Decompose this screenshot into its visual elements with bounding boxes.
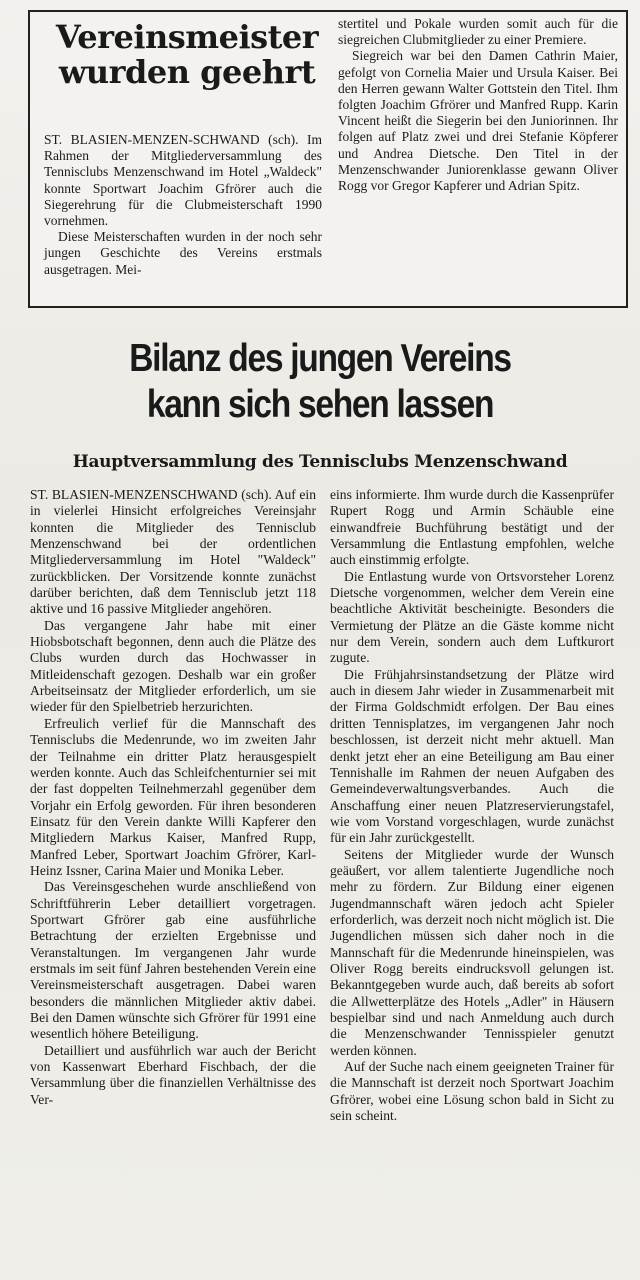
article2-paragraph: Die Frühjahrsinstandsetzung der Plätze wird auch in diesem Jahr wieder in Zusammenarbeit mit der Firma Goldschmidt erfolgen. Der Bau eines dritten Tennisplatzes, im vergangenen Jahr noch beschlossen, ist derzeit nicht mehr aktuell. Man denkt jetzt eher an eine Beteiligung am Bau einer Tennishalle im Rahmen der neuen Aufgaben des Gemeindeverwaltungsverbandes. Auch die Anschaffung einer neuen Platzreservierungstafel, wie vom Vorstand vorgeschlagen, wurde zunächst für ein Jahr zurückgestellt.: [330, 666, 614, 846]
article2-paragraph: Das Vereinsgeschehen wurde anschließend von Schriftführerin Leber detailliert vorgetragen. Sportwart Gfrörer gab eine ausführliche Betrachtung der erzielten Ergebnisse und Veranstaltungen. Im vergangenen Jahr wurde erstmals im seit fünf Jahren bestehenden Verein eine Vereinsmeisterschaft ausgetragen. Dabei waren besonders die männlichen Mitglieder aktiv dabei. Bei den Damen wünschte sich Gfrörer für 1991 eine wesentlich höhere Beteiligung.: [30, 879, 316, 1042]
article1-paragraph: stertitel und Pokale wurden somit auch für die siegreichen Clubmitglieder zu einer Premiere.: [338, 16, 618, 48]
article2-paragraph: Detailliert und ausführlich war auch der Bericht von Kassenwart Eberhard Fischbach, der die Versammlung über die finanziellen Verhältnisse des Ver-: [30, 1042, 316, 1107]
article2-headline-line2: kann sich sehen lassen: [146, 383, 494, 426]
article2-column2: [330, 487, 614, 1124]
article1-paragraph: Siegreich war bei den Damen Cathrin Maier, gefolgt von Cornelia Maier und Ursula Kaiser. Bei den Herren gewann Walter Gottstein den Titel. Ihm folgten Joachim Gfrörer und Manfred Rupp. Karin Vincent heißt die Siegerin bei den Juniorinnen. Ihr folgen auf Platz zwei und drei Stefanie Köpferer und Andrea Dietsche. Den Titel in der Menzenschwander Juniorenklasse gewann Oliver Rogg vor Gregor Kapferer und Adrian Spitz.: [338, 48, 618, 194]
article2-paragraph: Erfreulich verlief für die Mannschaft des Tennisclubs die Medenrunde, wo im zweiten Jahr der Teilnahme ein dritter Platz herausgespielt werden konnte. Auch das Schleifchenturnier sei mit der fast doppelten Teilnehmerzahl gegenüber dem Vorjahr ein Erfolg geworden. Für ihren besonderen Einsatz für den Verein dankte Willi Kapferer den Mitgliedern Markus Kaiser, Manfred Rupp, Manfred Leber, Sportwart Joachim Gfrörer, Karl-Heinz Issner, Carina Maier und Monika Leber.: [30, 715, 316, 878]
article2-paragraph: Auf der Suche nach einem geeigneten Trainer für die Mannschaft ist derzeit noch Sportwart Joachim Gfrörer, wobei eine Lösung schon bald in Sicht zu sein scheint.: [330, 1059, 614, 1124]
article2-paragraph: Seitens der Mitglieder wurde der Wunsch geäußert, vor allem talentierte Jugendliche noch mehr zu fördern. Zur Bildung einer eigenen Jugendmannschaft wären jedoch acht Spieler erforderlich, was derzeit noch nicht möglich ist. Die Jugendlichen müssen sich daher noch in die Mannschaft für die Medenrunde hineinspielen, was Oliver Rogg bereits eindrucksvoll gelungen ist. Bekanntgegeben wurde auch, daß bereits ab sofort die Allwetterplätze des Hotels „Adler" in Häusern bespielbar sind und nach Anmeldung auch durch die Menzenschwander Tennisspieler genutzt werden können.: [330, 846, 614, 1058]
article1-paragraph: ST. BLASIEN-MENZEN-SCHWAND (sch). Im Rahmen der Mitgliederversammlung des Tennisclubs Menzenschwand im Hotel „Waldeck" konnte Sportwart Joachim Gfrörer auch die Siegerehrung für die Clubmeisterschaft 1990 vornehmen.: [44, 132, 322, 229]
article2-paragraph: eins informierte. Ihm wurde durch die Kassenprüfer Rupert Rogg und Armin Schäuble eine einwandfreie Buchführung bestätigt und der Versammlung die Entlastung empfohlen, welche auch einstimmig erfolgte.: [330, 487, 614, 568]
article2-paragraph: Das vergangene Jahr habe mit einer Hiobsbotschaft begonnen, denn auch die Plätze des Clubs wurden durch das Hochwasser in Mitleidenschaft gezogen. Deshalb war ein großer Arbeitseinsatz der Mitglieder erforderlich, um sie wieder für den Spielbetrieb herzurichten.: [30, 617, 316, 715]
article1-column2: [338, 16, 618, 194]
article1-column1: [44, 132, 322, 278]
article1-title: [42, 20, 332, 90]
article1-title-line1: Vereinsmeister: [55, 18, 319, 56]
article2-headline-line1: Bilanz des jungen Vereins: [129, 337, 511, 380]
article2-column1: [30, 487, 316, 1108]
article2-subheadline: Hauptversammlung des Tennisclubs Menzenschwand: [72, 452, 568, 472]
article2-paragraph: Die Entlastung wurde von Ortsvorsteher Lorenz Dietsche vorgenommen, welcher dem Verein eine beachtliche Aktivität bescheinigte. Besonders die Vermietung der Plätze an die Gäste komme nicht nur dem Verein, sondern auch dem Luftkurort zugute.: [330, 568, 614, 666]
article-box-vereinsmeister: [28, 10, 628, 308]
article1-paragraph: Diese Meisterschaften wurden in der noch sehr jungen Geschichte des Vereins erstmals ausgetragen. Mei-: [44, 229, 322, 277]
article1-title-line2: wurden geehrt: [58, 53, 316, 91]
article2-headline: [71, 336, 570, 428]
article2-paragraph: ST. BLASIEN-MENZENSCHWAND (sch). Auf ein in vielerlei Hinsicht erfolgreiches Vereinsjahr konnten die Mitglieder des Tennisclub Menzenschwand bei der ordentlichen Mitgliederversammlung im Hotel "Waldeck" zurückblicken. Der Vorsitzende konnte zunächst darüber berichten, daß dem Tennisclub jetzt 118 aktive und 16 passive Mitglieder angehören.: [30, 487, 316, 617]
